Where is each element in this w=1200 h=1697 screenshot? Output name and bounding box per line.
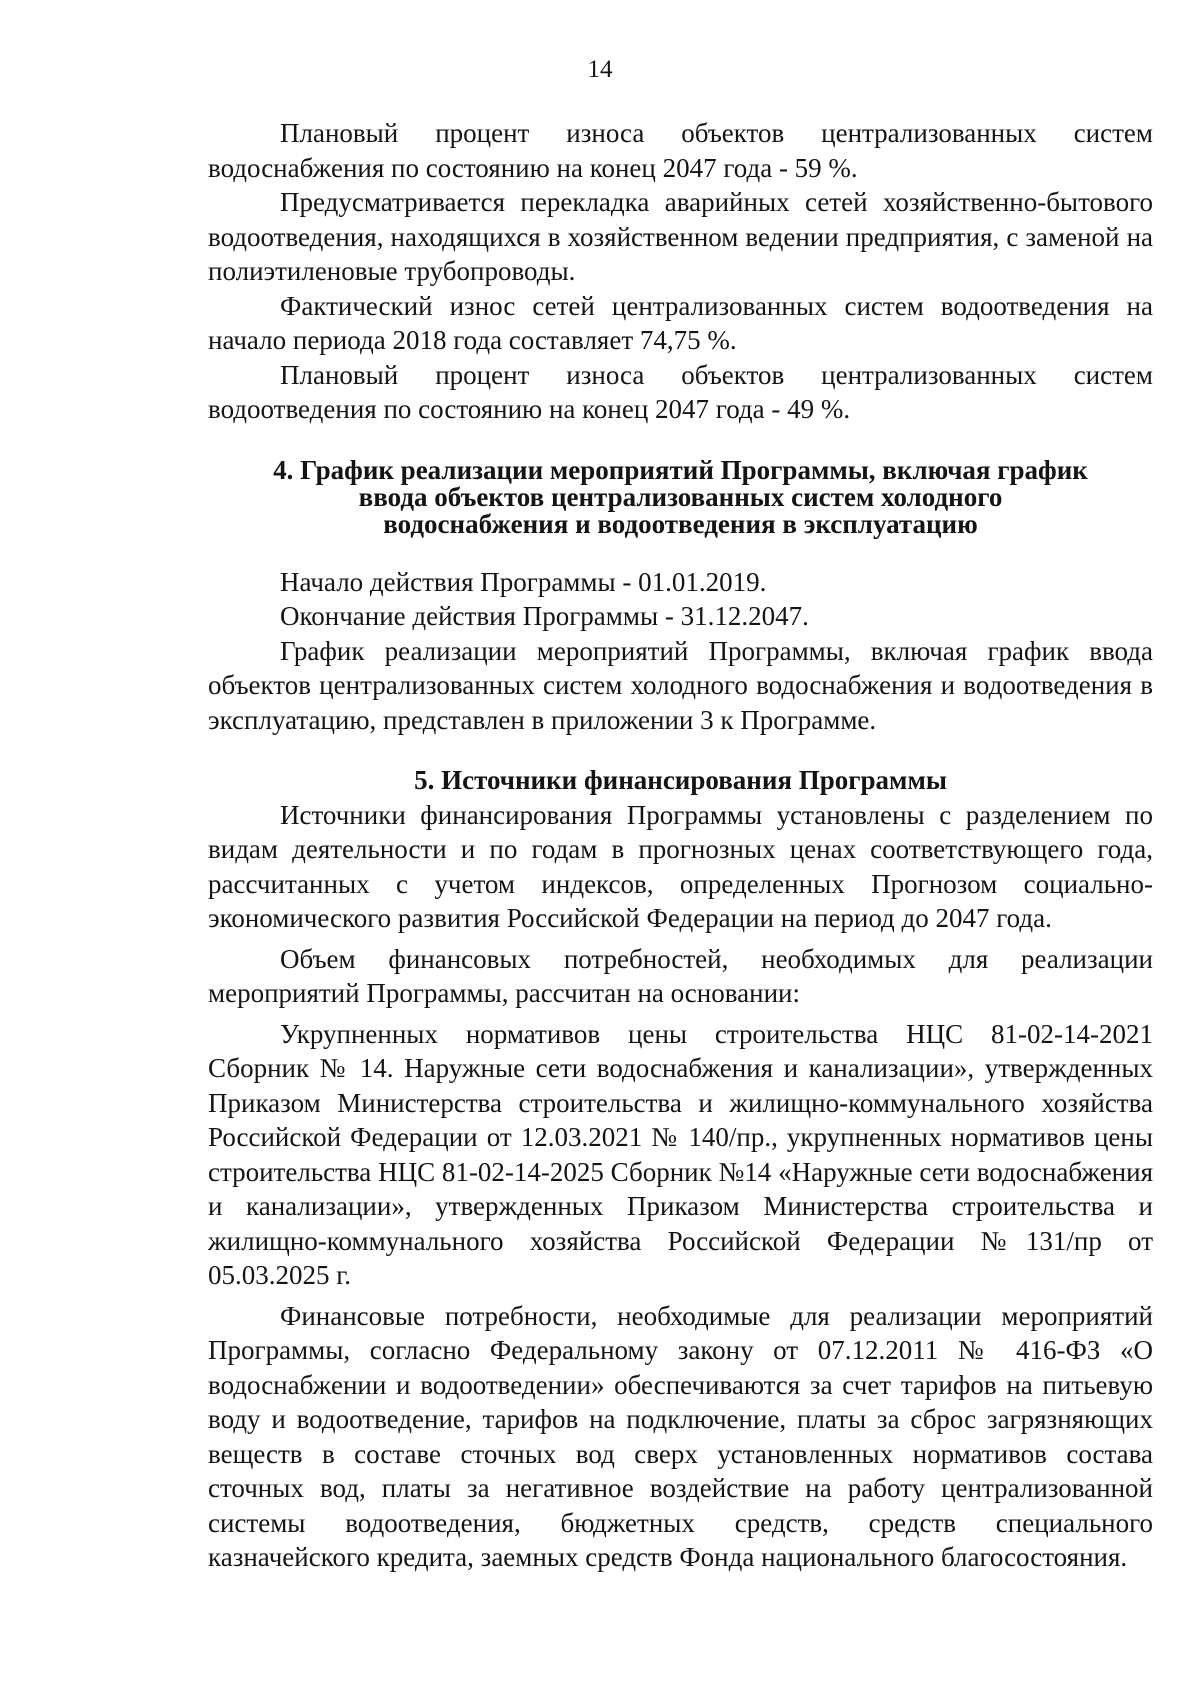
page-number: 14 <box>587 56 613 83</box>
section-5-heading: 5. Источники финансирования Программы <box>414 765 947 795</box>
paragraph-actual-wear-sewerage: Фактический износ сетей централизованных систем водоотведения на начало периода 2018 года составляет 74,75 %. <box>208 290 1153 355</box>
paragraph-program-start: Начало действия Программы - 01.01.2019. <box>280 566 767 597</box>
paragraph-program-end: Окончание действия Программы - 31.12.2047. <box>280 601 809 631</box>
paragraph-financial-needs: Финансовые потребности, необходимые для реализации мероприятий Программы, согласно Федеральному закону от 07.12.2011 № 416-ФЗ «О водоснабжении и водоотведении» обеспечиваются за счет тарифов на питьевую воду и водоотведение, тарифов на подключение, платы за сброс загрязняющих веществ в составе сточных вод сверх установленных нормативов состава сточных вод, платы за негативное воздействие на работу централизованной системы водоотведения, бюджетных средств, средств специального казначейского кредита, заемных средств Фонда национального благосостояния. <box>208 1300 1153 1572</box>
section-4-heading <box>208 454 1153 539</box>
section-4-heading-line: ввода объектов централизованных систем холодного <box>358 481 1003 512</box>
paragraph-schedule-reference: График реализации мероприятий Программы, включая график ввода объектов централизованных систем холодного водоснабжения и водоотведения в эксплуатацию, представлен в приложении 3 к Программе. <box>208 635 1153 735</box>
document-body <box>208 116 1153 1575</box>
paragraph-funding-volume: Объем финансовых потребностей, необходимых для реализации мероприятий Программы, рассчитан на основании: <box>208 943 1153 1008</box>
paragraph-sewer-replacement: Предусматривается перекладка аварийных сетей хозяйственно-бытового водоотведения, находящихся в хозяйственном ведении предприятия, с заменой на полиэтиленовые трубопроводы. <box>208 187 1153 286</box>
paragraph-cost-standards: Укрупненных нормативов цены строительства НЦС 81-02-14-2021 Сборник № 14. Наружные сети водоснабжения и канализации», утвержденных Приказом Министерства строительства и жилищно-коммунального хозяйства Российской Федерации от 12.03.2021 № 140/пр., укрупненных нормативов цены строительства НЦС 81-02-14-2025 Сборник №14 «Наружные сети водоснабжения и канализации», утвержденных Приказом Министерства строительства и жилищно-коммунального хозяйства Российской Федерации №131/пр от 05.03.2025 г. <box>208 1018 1153 1290</box>
paragraph-planned-wear-water-supply: Плановый процент износа объектов централизованных систем водоснабжения по состоянию на конец 2047 года - 59 %. <box>208 118 1153 183</box>
section-4-heading-line: 4. График реализации мероприятий Программы, включая график <box>273 454 1088 485</box>
paragraph-funding-sources: Источники финансирования Программы установлены с разделением по видам деятельности и по годам в прогнозных ценах соответствующего года, рассчитанных с учетом индексов, определенных Прогнозом социально-экономического развития Российской Федерации на период до 2047 года. <box>208 799 1153 933</box>
section-4-heading-line: водоснабжения и водоотведения в эксплуатацию <box>383 508 978 539</box>
paragraph-planned-wear-sewerage: Плановый процент износа объектов централизованных систем водоотведения по состоянию на конец 2047 года - 49 %. <box>208 359 1153 424</box>
spacer <box>208 538 1153 565</box>
